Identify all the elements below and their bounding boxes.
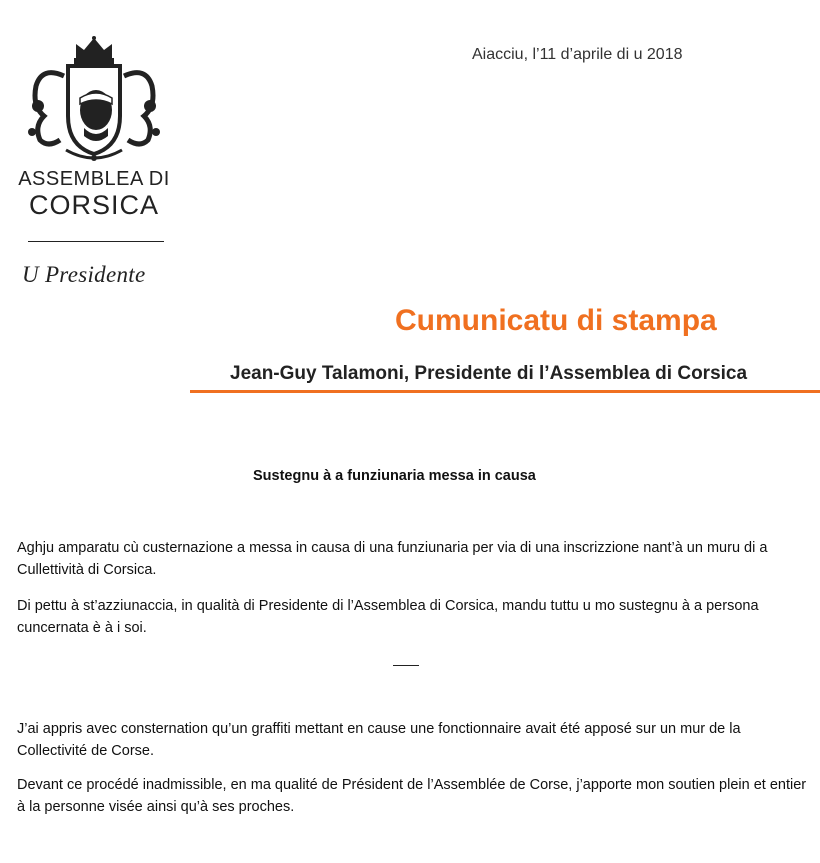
logo-text-assemblea: ASSEMBLEA DI bbox=[18, 168, 170, 190]
president-signature: U Presidente bbox=[22, 262, 146, 287]
logo-divider bbox=[28, 241, 164, 242]
logo-text-corsica: CORSICA bbox=[28, 190, 160, 220]
press-release-title: Cumunicatu di stampa bbox=[395, 304, 717, 337]
french-paragraph-2: Devant ce procédé inadmissible, en ma qualité de Président de l’Assemblée de Corse, j’apporte mon soutien plein et entier à la personne visée ainsi qu’à ses proches. bbox=[17, 777, 807, 815]
title-underline bbox=[190, 390, 820, 393]
document-date: Aiacciu, l’11 d’aprile di u 2018 bbox=[472, 46, 683, 63]
french-paragraph-1: J’ai appris avec consternation qu’un graffiti mettant en cause une fonctionnaire avait été apposé sur un mur de la Collectivité de Corse. bbox=[17, 721, 741, 759]
corsican-paragraph-1: Aghju amparatu cù custernazione a messa in causa di una funziunaria per via di una inscrizzione nant’à un muru di a Cullettività di Corsica. bbox=[17, 540, 768, 578]
statement-heading: Sustegnu à a funziunaria messa in causa bbox=[253, 468, 536, 484]
corsican-paragraph-2: Di pettu à st’azziunaccia, in qualità di Presidente di l’Assemblea di Corsica, mandu tuttu u mo sustegnu à a persona cuncernata è à i soi. bbox=[17, 598, 759, 636]
crest-icon bbox=[14, 36, 174, 166]
language-separator bbox=[393, 665, 419, 666]
press-release-subtitle: Jean-Guy Talamoni, Presidente di l’Assemblea di Corsica bbox=[230, 363, 748, 384]
assembly-emblem-logo bbox=[14, 36, 174, 166]
